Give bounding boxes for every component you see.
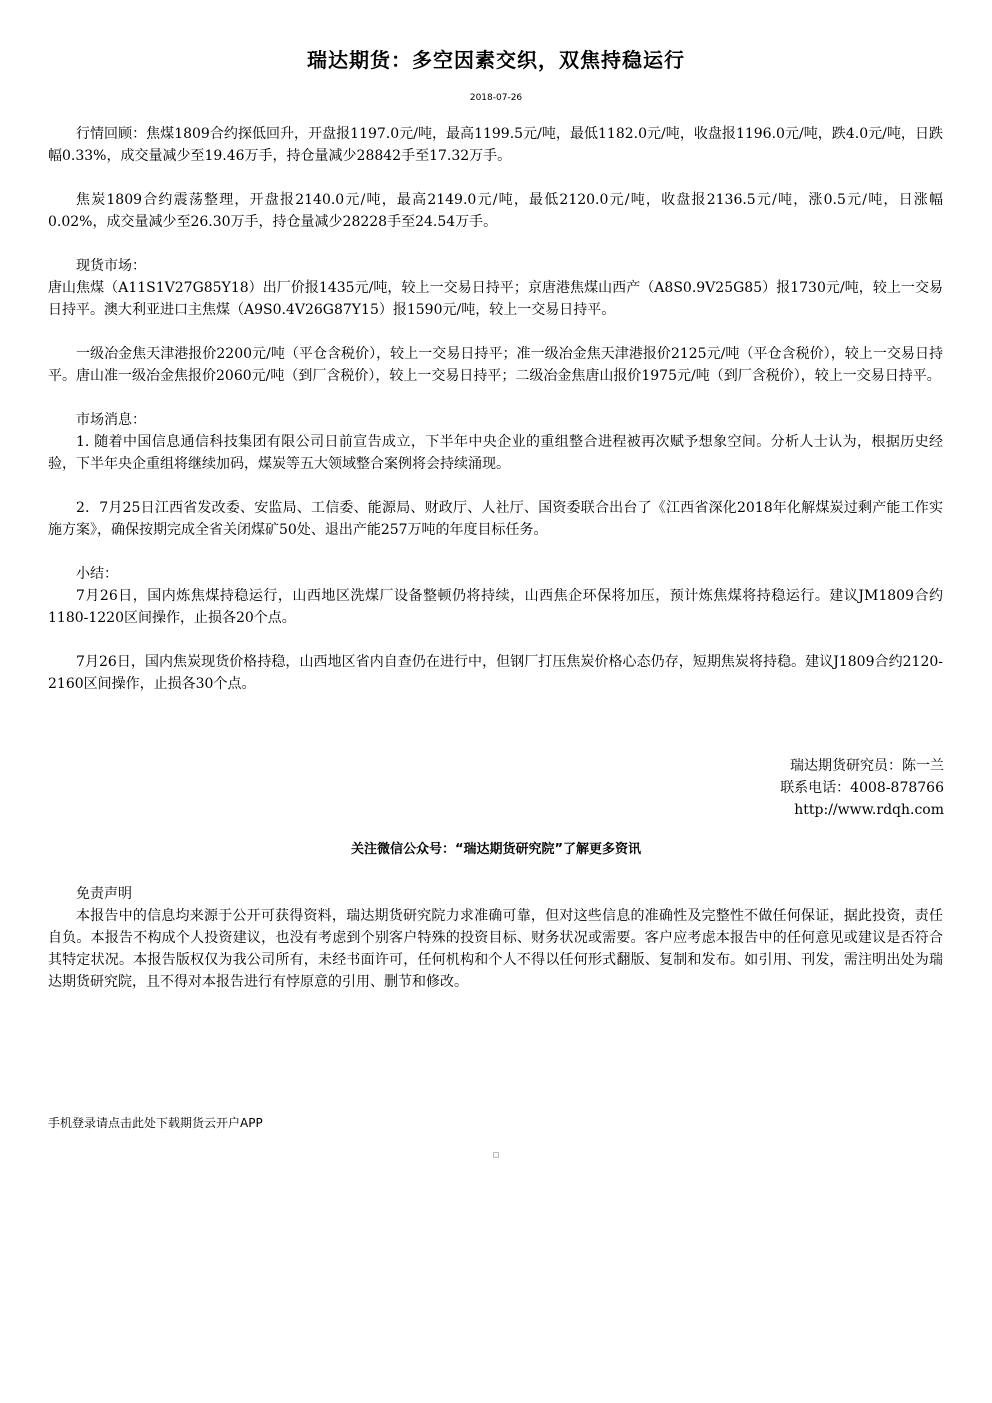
contact-phone: 联系电话：4008-878766 [780,780,944,796]
spot-market-heading: 现货市场： [76,258,146,274]
page-title: 瑞达期货：多空因素交织，双焦持稳运行 [307,48,685,72]
summary-coal-paragraph: 7月26日，国内炼焦煤持稳运行，山西地区洗煤厂设备整顿仍将持续，山西焦企环保将加压，预计炼焦煤将持稳运行。建议JM1809合约1180-1220区间操作，止损各20个点。 [48,588,943,626]
news-item-1: 1. 随着中国信息通信科技集团有限公司日前宣告成立，下半年中央企业的重组整合进程被再次赋予想象空间。分析人士认为，根据历史经验，下半年央企重组将继续加码，煤炭等五大领域整合案例将会持续涌现。 [48,434,943,472]
researcher-name: 瑞达期货研究员：陈一兰 [790,758,944,774]
download-app-link[interactable]: 手机登录请点击此处下载期货云开户APP [48,1116,263,1130]
website-link[interactable]: http://www.rdqh.com [794,802,944,818]
disclaimer-heading: 免责声明 [76,886,132,902]
market-news-heading: 市场消息： [76,412,146,428]
disclaimer-text: 本报告中的信息均来源于公开可获得资料，瑞达期货研究院力求准确可靠，但对这些信息的准确性及完整性不做任何保证，据此投资，责任自负。本报告不构成个人投资建议，也没有考虑到个别客户特殊的投资目标、财务状况或需要。客户应考虑本报告中的任何意见或建议是否符合其特定状况。本报告版权仅为我公司所有，未经书面许可，任何机构和个人不得以任何形式翻版、复制和发布。如引用、刊发，需注明出处为瑞达期货研究院，且不得对本报告进行有悖原意的引用、删节和修改。 [48,908,943,990]
wechat-notice: 关注微信公众号：“瑞达期货研究院”了解更多资讯 [350,842,642,857]
report-body [48,123,943,695]
news-item-2: 2．7月25日江西省发改委、安监局、工信委、能源局、财政厅、人社厅、国资委联合出台了《江西省深化2018年化解煤炭过剩产能工作实施方案》，确保按期完成全省关闭煤矿50处、退出产能257万吨的年度目标任务。 [48,500,943,538]
signature-block [780,755,944,821]
summary-coke-paragraph: 7月26日，国内焦炭现货价格持稳，山西地区省内自查仍在进行中，但钢厂打压焦炭价格心态仍存，短期焦炭将持稳。建议J1809合约2120-2160区间操作，止损各30个点。 [48,654,943,692]
disclaimer-section [48,883,943,993]
publish-date: 2018-07-26 [469,93,523,103]
spot-coke-paragraph: 一级冶金焦天津港报价2200元/吨（平仓含税价），较上一交易日持平；准一级冶金焦天津港报价2125元/吨（平仓含税价），较上一交易日持平。唐山准一级冶金焦报价2060元/吨（到厂含税价），较上一交易日持平；二级冶金焦唐山报价1975元/吨（到厂含税价），较上一交易日持平。 [48,346,943,384]
spot-coal-paragraph: 唐山焦煤（A11S1V27G85Y18）出厂价报1435元/吨，较上一交易日持平；京唐港焦煤山西产（A8S0.9V25G85）报1730元/吨，较上一交易日持平。澳大利亚进口主焦煤（A9S0.4V26G87Y15）报1590元/吨，较上一交易日持平。 [48,280,943,318]
placeholder-image-icon [493,1152,499,1158]
review-coke-paragraph: 焦炭1809合约震荡整理，开盘报2140.0元/吨，最高2149.0元/吨，最低2120.0元/吨，收盘报2136.5元/吨，涨0.5元/吨，日涨幅0.02%，成交量减少至26.30万手，持仓量减少28228手至24.54万手。 [48,192,943,230]
summary-heading: 小结： [76,566,118,582]
review-coking-coal-paragraph: 行情回顾：焦煤1809合约探低回升，开盘报1197.0元/吨，最高1199.5元/吨，最低1182.0元/吨，收盘报1196.0元/吨，跌4.0元/吨，日跌幅0.33%，成交量减少至19.46万手，持仓量减少28842手至17.32万手。 [48,126,943,164]
